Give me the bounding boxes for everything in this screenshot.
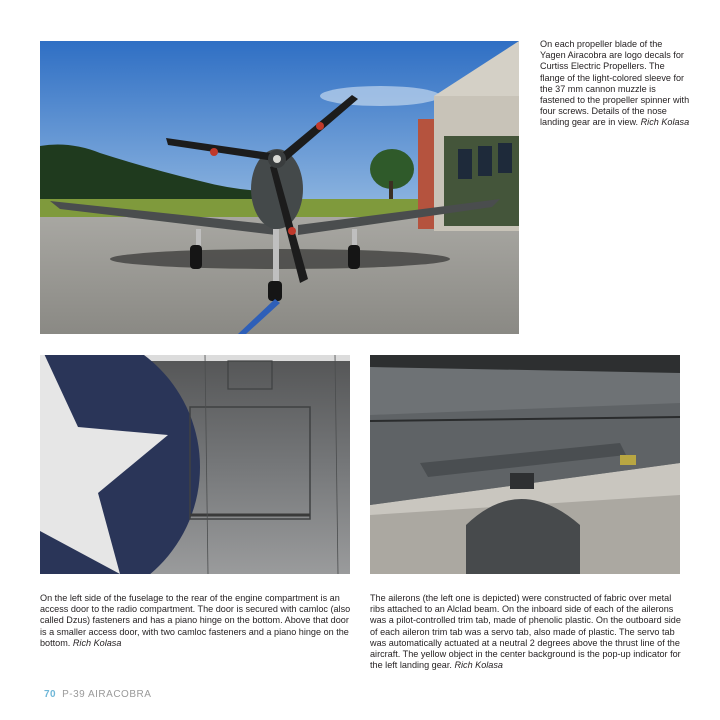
aileron-illustration (370, 355, 680, 574)
caption-propeller-credit: Rich Kolasa (640, 117, 690, 128)
caption-ailerons-credit: Rich Kolasa (454, 660, 503, 671)
caption-propeller (540, 39, 690, 129)
caption-ailerons-text: The ailerons (the left one is depicted) were constructed of fabric over metal ribs attached to an Alclad beam. On the inboard side of each of the ailerons was a pilot-controlled trim tab, made of phenolic plastic. On the outboard side of each aileron trim tab was a servo tab, also made of plastic. The servo tab was automatically actuated at a neutral 2 degrees above the thrust line of the aircraft. The yellow object in the center background is the pop-up indicator for the left landing gear. (370, 593, 681, 671)
caption-fuselage-credit: Rich Kolasa (72, 637, 122, 648)
photo-airacobra-front (40, 41, 519, 334)
fuselage-illustration (40, 355, 350, 574)
photo-fuselage-access-door (40, 355, 350, 574)
page-footer (44, 689, 151, 700)
caption-ailerons (370, 593, 682, 671)
airacobra-front-illustration (40, 41, 519, 334)
photo-aileron-trim-tab (370, 355, 680, 574)
caption-fuselage (40, 593, 352, 649)
page-number: 70 (44, 689, 57, 700)
caption-fuselage-text: On the left side of the fuselage to the rear of the engine compartment is an access door to the radio compartment. The door is secured with camloc (also called Dzus) fasteners and has a piano hinge on the bottom. Above that door is a smaller access door, with two camloc fasteners and a piano hinge on the bottom. (40, 593, 351, 648)
book-title: P-39 AIRACOBRA (62, 689, 152, 700)
caption-propeller-text: On each propeller blade of the Yagen Airacobra are logo decals for Curtiss Electric Propellers. The flange of the light-colored sleeve for the 37 mm cannon muzzle is fastened to the propeller spinner with four screws. Details of the nose landing gear are in view. (540, 39, 690, 128)
